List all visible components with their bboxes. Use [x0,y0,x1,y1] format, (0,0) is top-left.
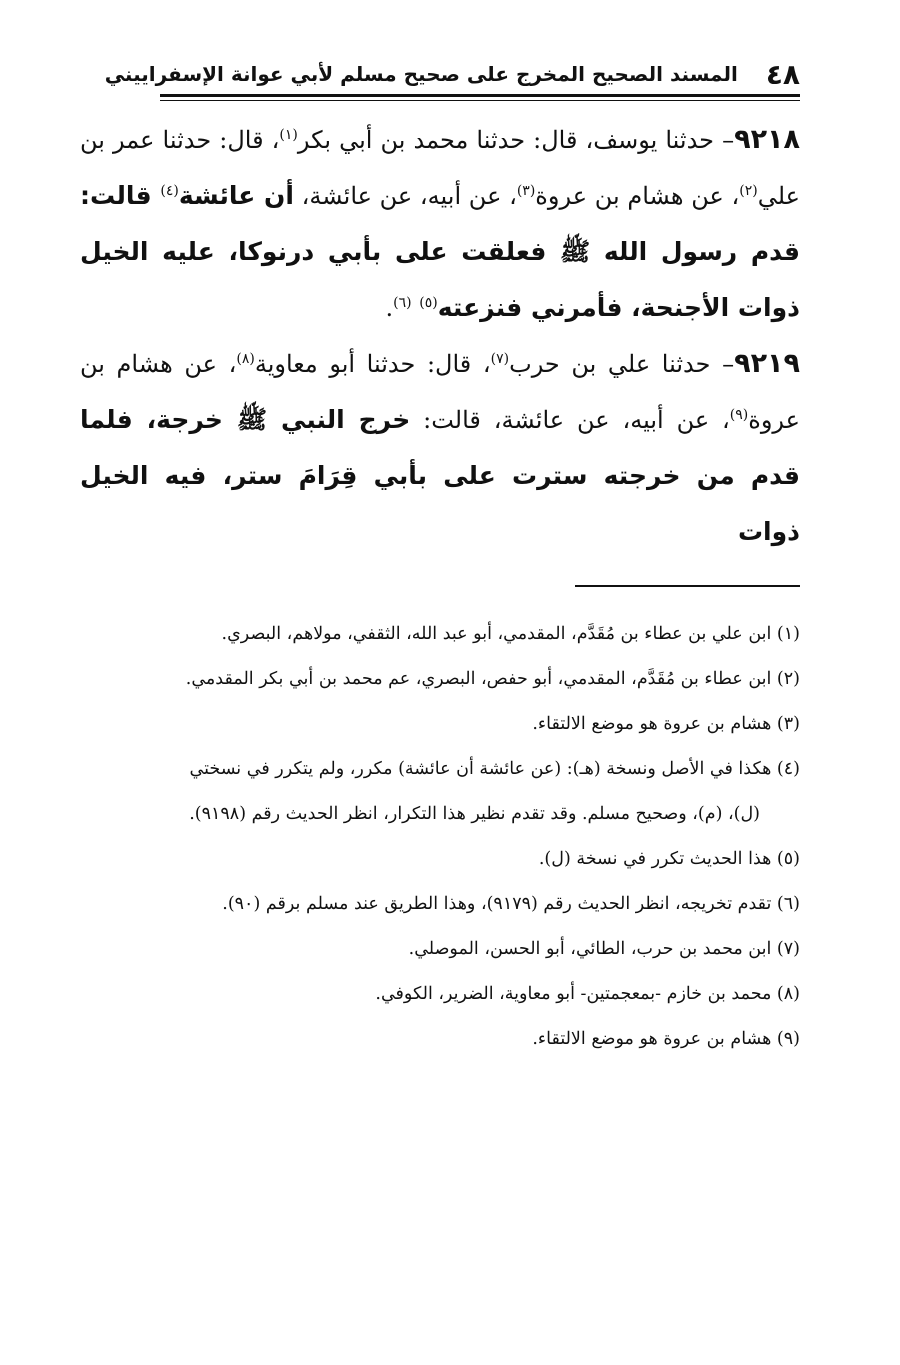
footnote-ref: (٣) [516,183,536,199]
footnote-5: (٥) هذا الحديث تكرر في نسخة (ل). [538,849,800,869]
footnote-4-continued: (ل)، (م)، وصحيح مسلم. وقد تقدم نظير هذا التكرار، انظر الحديث رقم (٩١٩٨). [189,804,760,824]
hadith-text: ، عن أبيه، عن عائشة، قالت: [410,406,730,434]
hadith-bold-text: خرج النبي ﷺ خرجة، فلما قدم من خرجته سترت على بأبي قِرَامَ ستر، فيه الخيل ذوات [80,405,800,546]
hadith-text: ، عن هشام بن عروة [80,350,800,434]
hadith-text: ، عن هشام بن عروة [535,182,740,210]
running-header [104,56,800,92]
hadith-9218 [80,112,800,336]
hadith-bold-text: قالت: قدم رسول الله ﷺ فعلقت على بأبي درنوكا، عليه الخيل ذوات الأجنحة، فأمرني فنزعته [80,181,800,322]
footnote-1: (١) ابن علي بن عطاء بن مُقَدَّم، المقدمي، أبو عبد الله، الثقفي، مولاهم، البصري. [221,624,800,644]
hadith-text: ، قال: حدثنا عمر بن علي [80,126,801,210]
footnote-4: (٤) هكذا في الأصل ونسخة (هـ): (عن عائشة أن عائشة) مكرر، ولم يتكرر في نسختي [189,759,800,779]
hadith-text: ، عن أبيه، عن عائشة، [293,182,517,210]
footnote-7: (٧) ابن محمد بن حرب، الطائي، أبو الحسن، الموصلي. [408,939,800,959]
main-text [80,112,800,560]
hadith-text: . [385,294,394,322]
hadith-text: ، قال: حدثنا أبو معاوية [254,350,491,378]
footnote-ref: (٩) [729,407,749,423]
hadith-number: ٩٢١٩ [734,348,801,379]
footnote-6: (٦) تقدم تخريجه، انظر الحديث رقم (٩١٧٩)، وهذا الطريق عند مسلم برقم (٩٠). [222,894,800,914]
hadith-text: – حدثنا يوسف، قال: حدثنا محمد بن أبي بكر [297,126,735,154]
footnote-9: (٩) هشام بن عروة هو موضع الالتقاء. [532,1029,800,1049]
hadith-bold-text: أن عائشة [178,181,294,210]
hadith-number: ٩٢١٨ [734,124,801,155]
header-rule-thin [160,100,800,101]
hadith-9219 [80,336,800,560]
running-title: المسند الصحيح المخرج على صحيح مسلم لأبي عوانة الإسفراييني [104,62,738,86]
footnote-ref: (١) [279,127,298,143]
footnote-3: (٣) هشام بن عروة هو موضع الالتقاء. [532,714,800,734]
header-rule [160,94,800,97]
footnote-separator [575,585,800,587]
footnote-2: (٢) ابن عطاء بن مُقَدَّم، المقدمي، أبو حفص، البصري، عم محمد بن أبي بكر المقدمي. [185,669,800,689]
footnotes [80,612,800,1062]
footnote-ref: (٥) [419,295,438,311]
hadith-text: – حدثنا علي بن حرب [509,350,735,378]
footnote-ref: (٢) [739,183,758,199]
page-number: ٤٨ [765,57,800,91]
footnote-ref: (٨) [236,351,255,367]
footnote-ref: (٦) [393,295,412,311]
footnote-8: (٨) محمد بن خازم -بمعجمتين- أبو معاوية، الضرير، الكوفي. [375,984,800,1004]
footnote-ref: (٤) [160,183,179,199]
footnote-ref: (٧) [490,351,510,367]
